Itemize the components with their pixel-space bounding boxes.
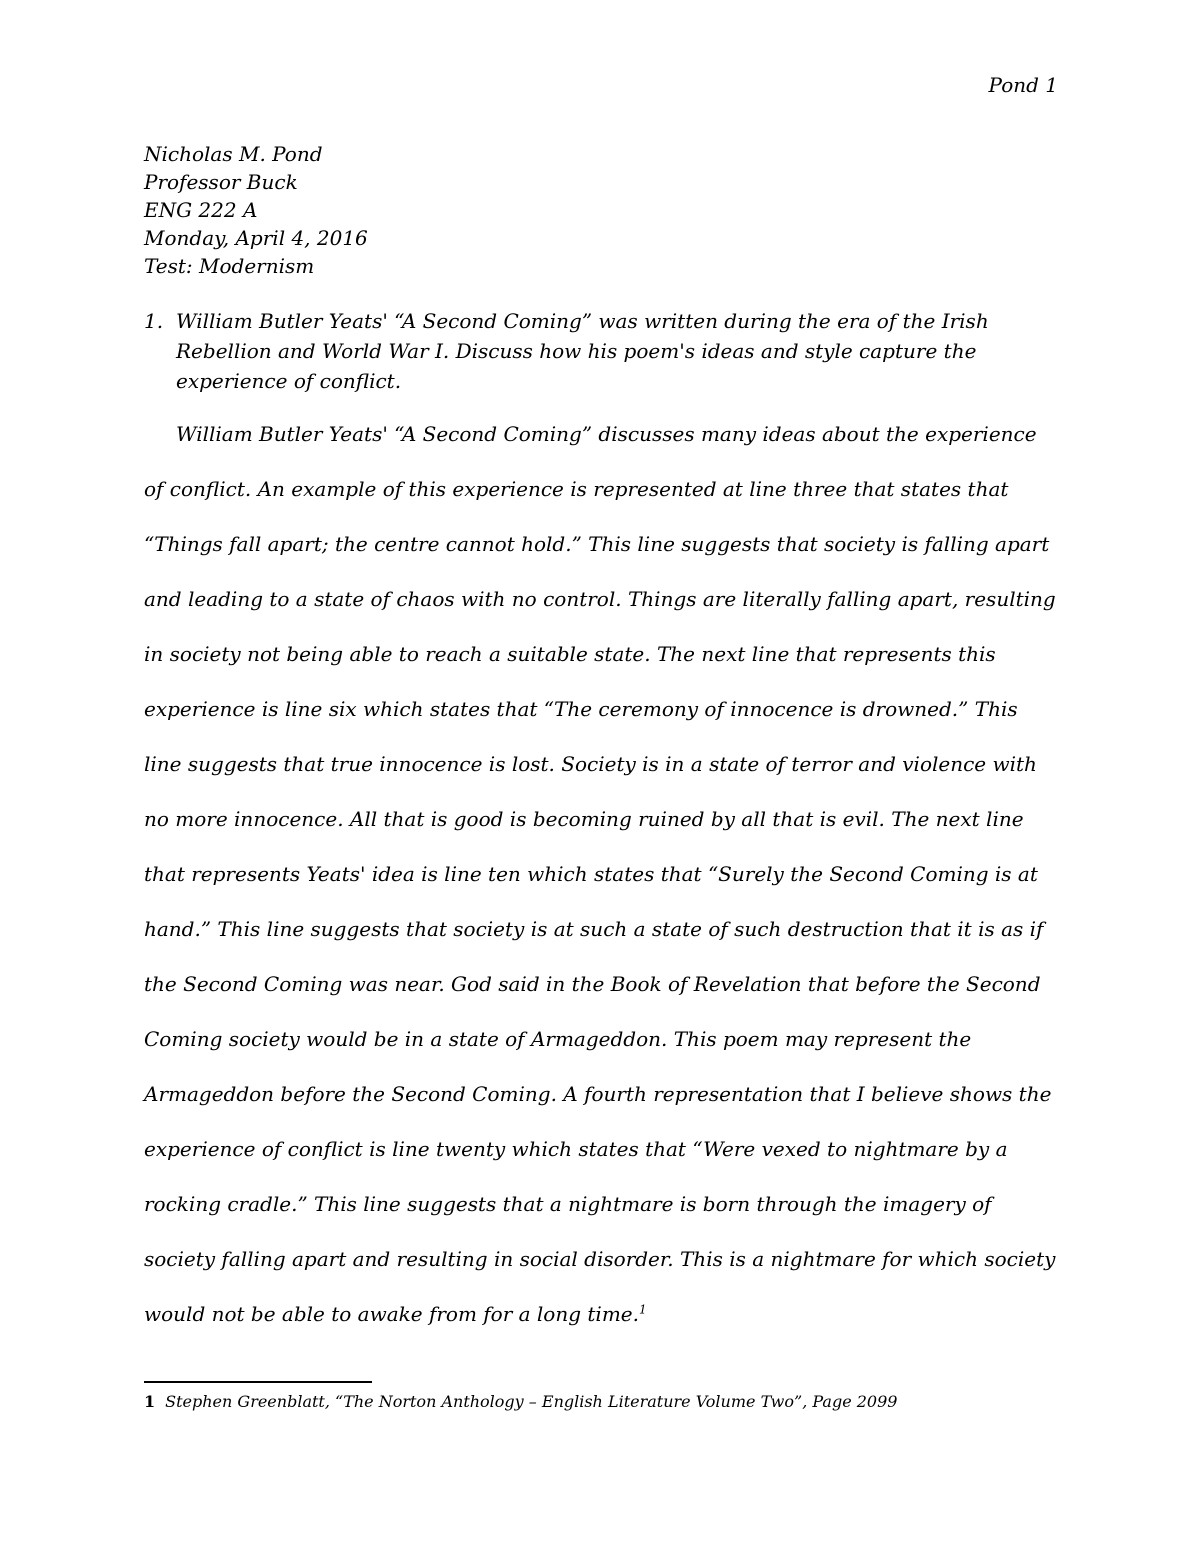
student-name: Nicholas M. Pond [144, 142, 323, 166]
question-item [144, 306, 1064, 396]
professor-name: Professor Buck [144, 170, 298, 194]
page-header: Pond 1 [988, 73, 1058, 97]
course-code: ENG 222 A [144, 198, 258, 222]
footnote [144, 1390, 897, 1414]
footnote-text: Stephen Greenblatt, “The Norton Anthology – English Literature Volume Two”, Page 2099 [165, 1392, 898, 1411]
answer-paragraph [144, 407, 1059, 1342]
answer-text: William Butler Yeats' “A Second Coming” discusses many ideas about the experience of conflict. An example of this experience is represented at line three that states that “Things fall apart; the centre cannot hold.” This line suggests that society is falling apart and leading to a state of chaos with no control. Things are literally falling apart, resulting in society not being able to reach a suitable state. The next line that represents this experience is line six which states that “The ceremony of innocence is drowned.” This line suggests that true innocence is lost. Society is in a state of terror and violence with no more innocence. All that is good is becoming ruined by all that is evil. The next line that represents Yeats' idea is line ten which states that “Surely the Second Coming is at hand.” This line suggests that society is at such a state of such destruction that it is as if the Second Coming was near. God said in the Book of Revelation that before the Second Coming society would be in a state of Armageddon. This poem may represent the Armageddon before the Second Coming. A fourth representation that I believe shows the experience of conflict is line twenty which states that “Were vexed to nightmare by a rocking cradle.” This line suggests that a nightmare is born through the imagery of society falling apart and resulting in social disorder. This is a nightmare for which society would not be able to awake from for a long time. [144, 422, 1056, 1326]
footnote-reference[interactable]: 1 [638, 1302, 647, 1317]
date-line: Monday, April 4, 2016 [144, 226, 368, 250]
student-heading [144, 140, 368, 280]
assignment-title: Test: Modernism [144, 254, 315, 278]
question-text: William Butler Yeats' “A Second Coming” was written during the era of the Irish Rebellion and World War I. Discuss how his poem's ideas and style capture the experience of conflict. [176, 309, 989, 393]
footnote-number: 1 [144, 1392, 156, 1411]
footnote-separator [144, 1381, 372, 1383]
question-number: 1. [144, 309, 164, 333]
